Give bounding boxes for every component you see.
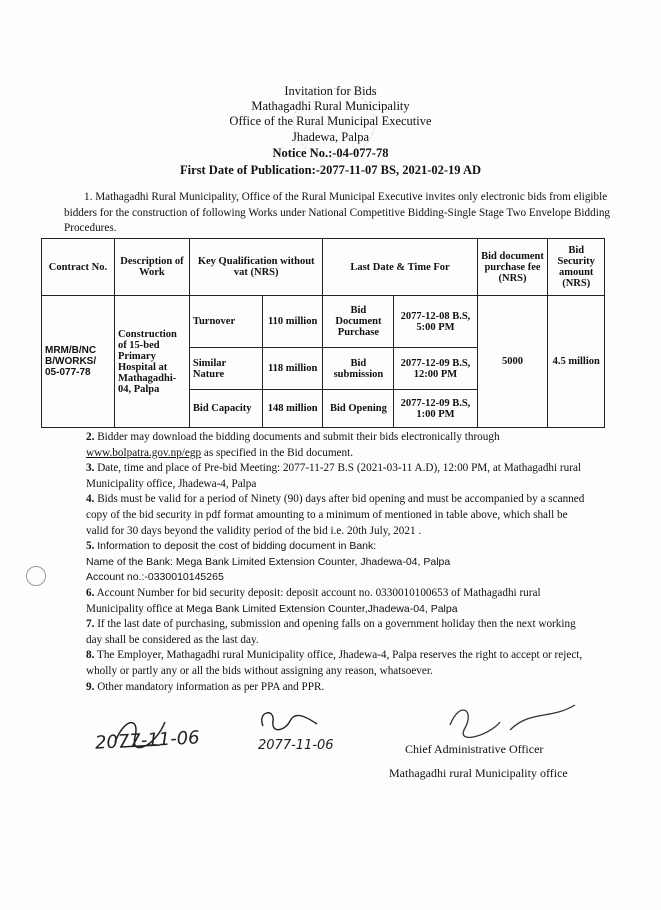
paragraph-text: Other mandatory information as per PPA and PPR.	[97, 680, 325, 693]
paragraph-5	[86, 539, 586, 555]
qualification-label: Similar Nature	[189, 348, 262, 390]
paragraph-text: Account Number for bid security deposit: deposit account no. 0330010100653 of Mathagadhi rural Municipality office at	[86, 586, 541, 615]
first-publication-date: First Date of Publication:-2077-11-07 BS, 2021-02-19 AD	[179, 163, 482, 177]
event-datetime: 2077-12-09 B.S, 12:00 PM	[394, 348, 477, 390]
officer-organization: Mathagadhi rural Municipality office	[389, 766, 568, 780]
qualification-amount: 110 million	[262, 296, 323, 348]
header-description: Description of Work	[114, 239, 189, 296]
qualification-label: Bid Capacity	[189, 390, 262, 428]
paragraph-4	[86, 492, 586, 539]
work-description: Construction of 15-bed Primary Hospital at Mathagadhi-04, Palpa	[114, 296, 189, 428]
qualification-label: Turnover	[189, 296, 262, 348]
paragraph-3	[86, 461, 586, 492]
header-doc-fee: Bid document purchase fee (NRS)	[477, 239, 548, 296]
security-value: 4.5 million	[548, 296, 605, 428]
paragraph-text: as specified in the Bid document.	[203, 446, 353, 459]
paragraph-text: Date, time and place of Pre-bid Meeting: 2077-11-27 B.S (2021-03-11 A.D), 12:00 PM, at Mathagadhi rural Municipality office, Jhadewa-4, Palpa	[86, 462, 582, 490]
paragraph-6	[86, 586, 586, 617]
paragraph-number: 2.	[86, 431, 95, 443]
doc-fee-value: 5000	[477, 296, 548, 428]
paragraph-text: The Employer, Mathagadhi rural Municipality office, Jhadewa-4, Palpa reserves the right to accept or reject, wholly or partly any or all the bids without assigning any reason, whatsoever.	[86, 649, 583, 677]
contract-number: MRM/B/NC B/WORKS/ 05-077-78	[42, 296, 115, 428]
paragraph-8	[86, 648, 586, 679]
paragraph-text: Information to deposit the cost of bidding document in Bank:	[97, 540, 377, 553]
paragraph-2	[86, 430, 586, 461]
middle-signature-date: 2077-11-06	[258, 738, 334, 753]
paragraph-number: 9.	[86, 680, 95, 693]
bank-account: Account no.:-0330010145265	[86, 571, 224, 584]
header-key-qualification: Key Qualification without vat (NRS)	[189, 239, 323, 296]
qualification-amount: 118 million	[262, 348, 323, 390]
paragraph-number: 5.	[86, 540, 95, 553]
header-location: Jhadewa, Palpa	[291, 130, 370, 144]
paragraph-number: 8.	[86, 649, 95, 662]
table-header-row	[42, 239, 605, 296]
middle-signature-mark	[255, 706, 325, 740]
paragraph-number: 4.	[86, 493, 95, 506]
event-label: Bid submission	[323, 348, 394, 390]
paragraph-9	[86, 680, 586, 696]
header-last-date: Last Date & Time For	[323, 239, 477, 296]
header-title: Invitation for Bids	[284, 84, 377, 98]
officer-title: Chief Administrative Officer	[405, 742, 544, 756]
notice-paragraphs	[86, 430, 586, 695]
event-datetime: 2077-12-08 B.S, 5:00 PM	[394, 296, 477, 348]
paragraph-text: If the last date of purchasing, submission and opening falls on a government holiday then the next working day shall be considered as the last day.	[86, 618, 576, 646]
qualification-amount: 148 million	[262, 390, 323, 428]
bid-table	[41, 238, 605, 428]
bolpatra-link[interactable]: www.bolpatra.gov.np/egp	[86, 446, 202, 459]
event-label: Bid Opening	[323, 390, 394, 428]
left-signature-date: 2077-11-06	[94, 727, 201, 754]
punch-hole	[26, 566, 46, 586]
paragraph-7	[86, 617, 586, 648]
header-security: Bid Security amount (NRS)	[548, 239, 605, 296]
officer-signature-mark	[440, 700, 580, 746]
notice-number: Notice No.:-04-077-78	[272, 146, 389, 160]
paragraph-text: Mega Bank Limited Extension Counter,Jhadewa-04, Palpa	[186, 602, 458, 615]
paragraph-text: Bidder may download the bidding documents and submit their bids electronically through	[97, 431, 500, 443]
paragraph-number: 7.	[86, 618, 95, 631]
bank-name: Name of the Bank: Mega Bank Limited Extension Counter, Jhadewa-04, Palpa	[86, 555, 451, 568]
table-row	[42, 296, 605, 348]
event-datetime: 2077-12-09 B.S, 1:00 PM	[394, 390, 477, 428]
paragraph-text: Bids must be valid for a period of Ninety (90) days after bid opening and must be accompanied by a scanned copy of the bid security in pdf format amounting to a minimum of mentioned in table above, which shall be valid for 30 days beyond the validity period of the bid i.e. 20th July, 2021 .	[86, 493, 585, 537]
event-label: Bid Document Purchase	[323, 296, 394, 348]
header-contract: Contract No.	[42, 239, 115, 296]
paragraph-number: 3.	[86, 462, 95, 475]
header-office: Office of the Rural Municipal Executive	[229, 114, 432, 128]
header-municipality: Mathagadhi Rural Municipality	[251, 99, 410, 113]
paragraph-number: 6.	[86, 586, 95, 599]
intro-paragraph: 1. Mathagadhi Rural Municipality, Office of the Rural Municipal Executive invites only electronic bids from eligible bidders for the construction of following Works under National Competitive Bidding-Single Stage Two Envelope Bidding Procedures.	[64, 191, 611, 234]
